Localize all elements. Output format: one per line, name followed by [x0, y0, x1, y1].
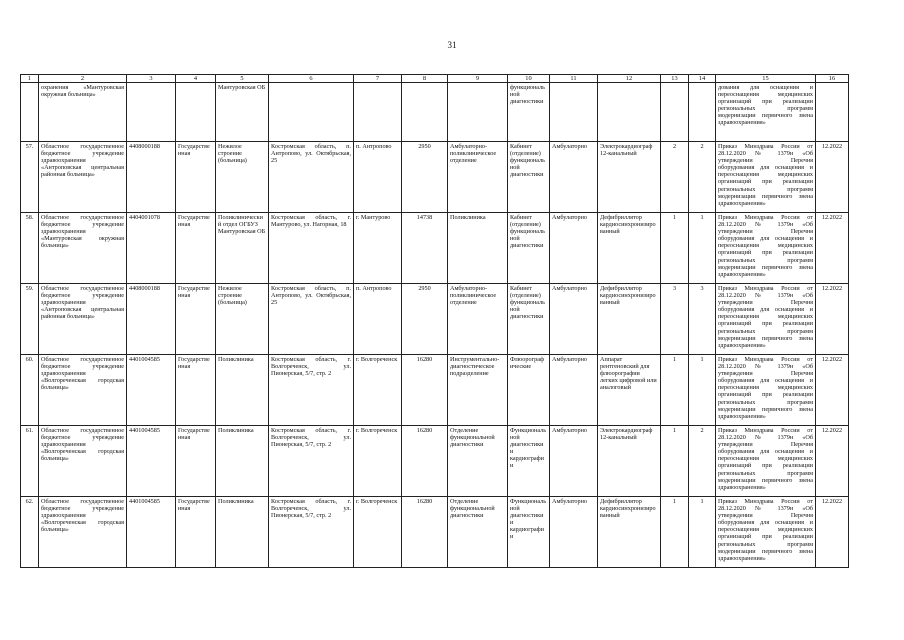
cell-equipment: Дефибриллятор кардиосинхронизированный — [598, 497, 661, 568]
cell-quantity-2: 1 — [689, 213, 716, 284]
cell-conditions: Амбулаторно — [550, 355, 598, 426]
cell-room: функциональной диагностики — [508, 83, 550, 142]
cell-unit: Поликлиника — [448, 213, 508, 284]
cell-quantity-2 — [689, 83, 716, 142]
cell-quantity-2: 3 — [689, 284, 716, 355]
cell-conditions: Амбулаторно — [550, 142, 598, 213]
table-row — [21, 142, 849, 213]
cell-basis: Приказ Минздрава России от 28.12.2020 № 1379н «Об утверждении Перечня оборудования для оснащения и переоснащения медицинских организаций при реализации региональных программ модернизации первичного звена здравоохранения» — [716, 142, 816, 213]
table-row — [21, 426, 849, 497]
cell-code: 4401004585 — [127, 497, 176, 568]
header-cell: 10 — [508, 75, 550, 83]
cell-date: 12.2022 — [816, 284, 849, 355]
header-cell: 6 — [269, 75, 354, 83]
header-cell: 4 — [176, 75, 216, 83]
cell-date: 12.2022 — [816, 426, 849, 497]
cell-address: Костромская область, г. Волгореченск, ул. Пионерская, 5/7, стр. 2 — [269, 497, 354, 568]
cell-organization: Областное государственное бюджетное учреждение здравоохранения «Мантуровская окружная больница» — [39, 213, 127, 284]
cell-building: Поликлинический отдел ОГБУЗ Мантуровская ОБ — [216, 213, 269, 284]
cell-address: Костромская область, п. Антропово, ул. Октябрьская, 25 — [269, 284, 354, 355]
cell-quantity: 1 — [661, 426, 689, 497]
cell-quantity: 1 — [661, 355, 689, 426]
cell-conditions — [550, 83, 598, 142]
cell-room: Кабинет (отделение) функциональной диагностики — [508, 213, 550, 284]
cell-locality: г. Волгореченск — [354, 426, 402, 497]
cell-quantity — [661, 83, 689, 142]
cell-unit: Инструментально-диагностическое подразделение — [448, 355, 508, 426]
cell-population: 2950 — [402, 284, 448, 355]
cell-unit — [448, 83, 508, 142]
cell-population: 16280 — [402, 426, 448, 497]
cell-quantity: 2 — [661, 142, 689, 213]
cell-address: Костромская область, г. Волгореченск, ул. Пионерская, 5/7, стр. 2 — [269, 355, 354, 426]
cell-quantity-2: 2 — [689, 142, 716, 213]
header-cell: 3 — [127, 75, 176, 83]
page-number: 31 — [447, 40, 457, 50]
continuation-row — [21, 83, 849, 142]
cell-ownership: Государственная — [176, 426, 216, 497]
cell-quantity: 1 — [661, 497, 689, 568]
header-cell: 12 — [598, 75, 661, 83]
cell-ownership: Государственная — [176, 497, 216, 568]
header-cell: 13 — [661, 75, 689, 83]
cell-number: 61. — [21, 426, 39, 497]
cell-equipment: Электрокардиограф 12-канальный — [598, 142, 661, 213]
cell-address — [269, 83, 354, 142]
cell-date: 12.2022 — [816, 213, 849, 284]
cell-conditions: Амбулаторно — [550, 284, 598, 355]
header-cell: 5 — [216, 75, 269, 83]
cell-address: Костромская область, г. Волгореченск, ул. Пионерская, 5/7, стр. 2 — [269, 426, 354, 497]
header-cell: 15 — [716, 75, 816, 83]
table-body — [21, 142, 849, 568]
cell-unit: Отделение функциональной диагностики — [448, 426, 508, 497]
table-row — [21, 355, 849, 426]
cell-basis: Приказ Минздрава России от 28.12.2020 № 1379н «Об утверждении Перечня оборудования для оснащения и переоснащения медицинских организаций при реализации региональных программ модернизации первичного звена здравоохранения» — [716, 426, 816, 497]
cell-building: Поликлиника — [216, 426, 269, 497]
cell-number — [21, 83, 39, 142]
cell-ownership: Государственная — [176, 142, 216, 213]
header-cell: 11 — [550, 75, 598, 83]
cell-building: Нежилое строение (больница) — [216, 142, 269, 213]
cell-ownership: Государственная — [176, 213, 216, 284]
cell-date: 12.2022 — [816, 142, 849, 213]
cell-equipment: Дефибриллятор кардиосинхронизированный — [598, 284, 661, 355]
cell-ownership — [176, 83, 216, 142]
cell-locality: п. Антропово — [354, 284, 402, 355]
cell-organization: Областное государственное бюджетное учреждение здравоохранения «Волгореченская городская больница» — [39, 426, 127, 497]
cell-locality — [354, 83, 402, 142]
cell-locality: г. Волгореченск — [354, 497, 402, 568]
cell-organization: Областное государственное бюджетное учреждение здравоохранения «Волгореченская городская больница» — [39, 355, 127, 426]
cell-room: Кабинет (отделение) функциональной диагностики — [508, 142, 550, 213]
cell-address: Костромская область, г. Мантурово, ул. Нагорная, 18 — [269, 213, 354, 284]
cell-code: 4408000188 — [127, 142, 176, 213]
header-cell: 2 — [39, 75, 127, 83]
cell-number: 58. — [21, 213, 39, 284]
header-cell: 16 — [816, 75, 849, 83]
cell-basis: Приказ Минздрава России от 28.12.2020 № 1379н «Об утверждении Перечня оборудования для оснащения и переоснащения медицинских организаций при реализации региональных программ модернизации первичного звена здравоохранения» — [716, 497, 816, 568]
cell-locality: г. Мантурово — [354, 213, 402, 284]
cell-ownership: Государственная — [176, 355, 216, 426]
cell-quantity-2: 2 — [689, 426, 716, 497]
header-cell: 7 — [354, 75, 402, 83]
cell-code: 4408000188 — [127, 284, 176, 355]
table-row — [21, 497, 849, 568]
cell-organization: Областное государственное бюджетное учреждение здравоохранения «Волгореченская городская больница» — [39, 497, 127, 568]
cell-population — [402, 83, 448, 142]
cell-unit: Амбулаторно-поликлиническое отделение — [448, 142, 508, 213]
cell-equipment — [598, 83, 661, 142]
cell-locality: п. Антропово — [354, 142, 402, 213]
header-cell: 14 — [689, 75, 716, 83]
cell-unit: Амбулаторно-поликлиническое отделение — [448, 284, 508, 355]
cell-population: 16280 — [402, 355, 448, 426]
cell-quantity-2: 1 — [689, 355, 716, 426]
cell-building: Мантуровская ОБ — [216, 83, 269, 142]
cell-locality: г. Волгореченск — [354, 355, 402, 426]
cell-ownership: Государственная — [176, 284, 216, 355]
cell-number: 62. — [21, 497, 39, 568]
cell-date: 12.2022 — [816, 355, 849, 426]
equipment-table — [20, 74, 849, 568]
cell-equipment: Аппарат рентгеновский для флюорографии легких цифровой или аналоговый — [598, 355, 661, 426]
cell-organization: охранения «Мантуровская окружная больница» — [39, 83, 127, 142]
cell-conditions: Амбулаторно — [550, 213, 598, 284]
cell-basis: Приказ Минздрава России от 28.12.2020 № 1379н «Об утверждении Перечня оборудования для оснащения и переоснащения медицинских организаций при реализации региональных программ модернизации первичного звена здравоохранения» — [716, 355, 816, 426]
cell-basis: Приказ Минздрава России от 28.12.2020 № 1379н «Об утверждении Перечня оборудования для оснащения и переоснащения медицинских организаций при реализации региональных программ модернизации первичного звена здравоохранения» — [716, 213, 816, 284]
cell-basis: дования для оснащения и переоснащения медицинских организаций при реализации региональных программ модернизации первичного звена здравоохранения» — [716, 83, 816, 142]
header-cell: 1 — [21, 75, 39, 83]
cell-equipment: Электрокардиограф 12-канальный — [598, 426, 661, 497]
cell-building: Нежилое строение (больница) — [216, 284, 269, 355]
cell-room: Функциональной диагностики и кардиографии — [508, 497, 550, 568]
header-cell: 8 — [402, 75, 448, 83]
cell-code — [127, 83, 176, 142]
cell-room: Кабинет (отделение) функциональной диагностики — [508, 284, 550, 355]
cell-population: 2950 — [402, 142, 448, 213]
cell-conditions: Амбулаторно — [550, 426, 598, 497]
cell-conditions: Амбулаторно — [550, 497, 598, 568]
cell-organization: Областное государственное бюджетное учреждение здравоохранения «Антроповская центральная районная больница» — [39, 284, 127, 355]
header-row — [21, 75, 849, 83]
table-row — [21, 213, 849, 284]
cell-organization: Областное государственное бюджетное учреждение здравоохранения «Антроповская центральная районная больница» — [39, 142, 127, 213]
header-cell: 9 — [448, 75, 508, 83]
cell-address: Костромская область, п. Антропово, ул. Октябрьская, 25 — [269, 142, 354, 213]
cell-population: 16280 — [402, 497, 448, 568]
cell-code: 4401004585 — [127, 426, 176, 497]
cell-quantity: 3 — [661, 284, 689, 355]
cell-code: 4404001078 — [127, 213, 176, 284]
cell-unit: Отделение функциональной диагностики — [448, 497, 508, 568]
cell-equipment: Дефибриллятор кардиосинхронизированный — [598, 213, 661, 284]
cell-building: Поликлиника — [216, 497, 269, 568]
cell-code: 4401004585 — [127, 355, 176, 426]
cell-number: 59. — [21, 284, 39, 355]
cell-basis: Приказ Минздрава России от 28.12.2020 № 1379н «Об утверждении Перечня оборудования для оснащения и переоснащения медицинских организаций при реализации региональных программ модернизации первичного звена здравоохранения» — [716, 284, 816, 355]
cell-number: 57. — [21, 142, 39, 213]
cell-quantity: 1 — [661, 213, 689, 284]
cell-room: Функциональной диагностики и кардиографии — [508, 426, 550, 497]
cell-population: 14738 — [402, 213, 448, 284]
cell-number: 60. — [21, 355, 39, 426]
cell-room: Флюорографические — [508, 355, 550, 426]
cell-quantity-2: 1 — [689, 497, 716, 568]
cell-building: Поликлиника — [216, 355, 269, 426]
cell-date — [816, 83, 849, 142]
table-row — [21, 284, 849, 355]
cell-date: 12.2022 — [816, 497, 849, 568]
